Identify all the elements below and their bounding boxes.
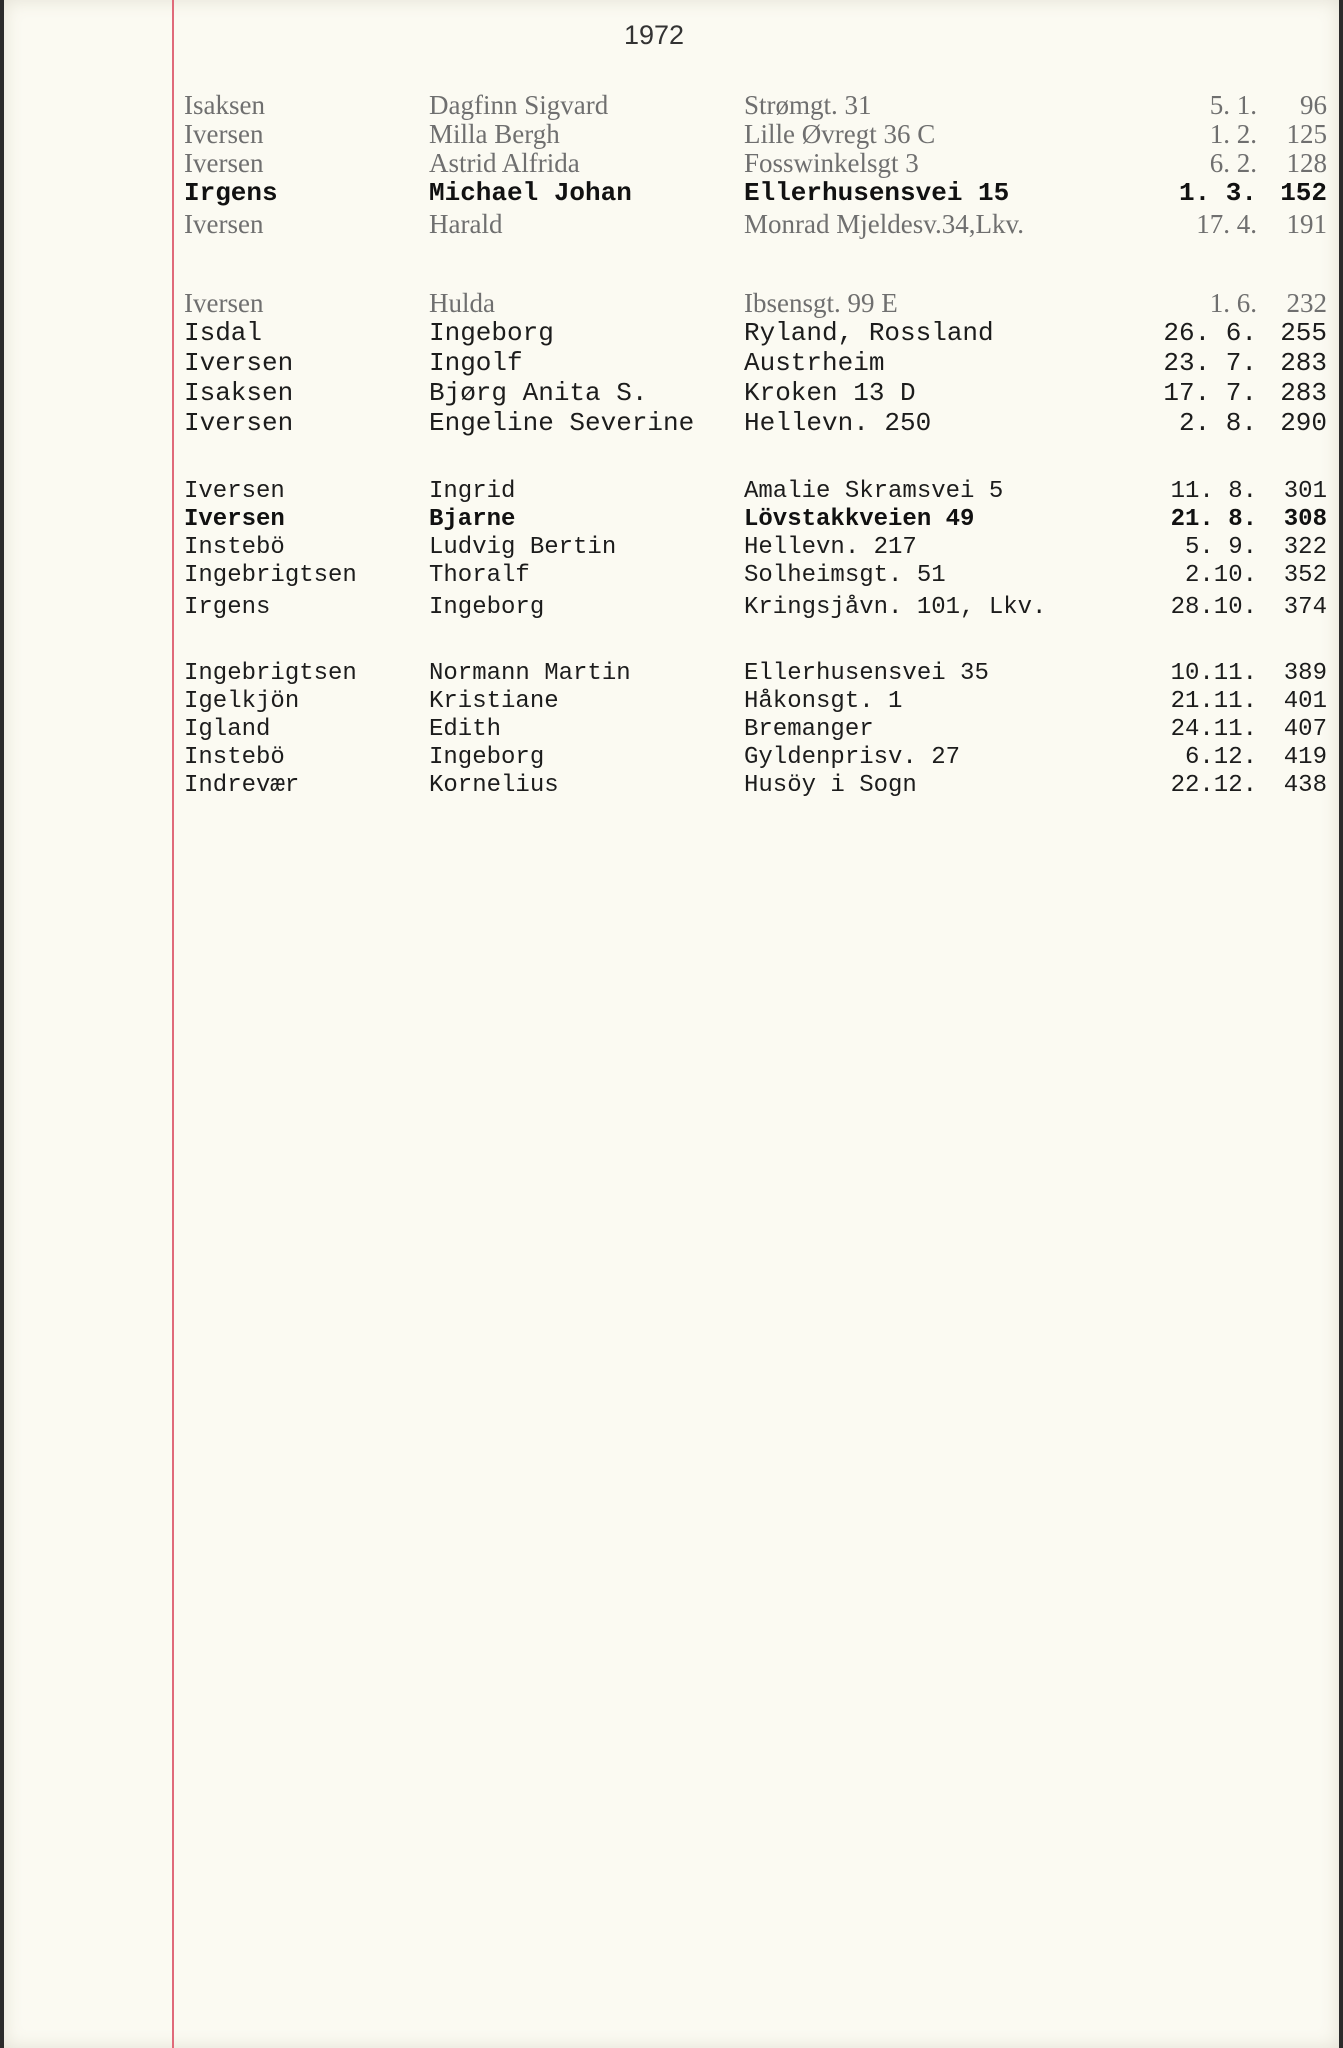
entry-date: 22.12. <box>1170 772 1257 799</box>
entry-surname: Isaksen <box>184 378 294 408</box>
entry-given: Dagfinn Sigvard <box>429 90 609 120</box>
entry-given: Hulda <box>429 288 495 318</box>
entry-given: Milla Bergh <box>429 119 560 149</box>
entry-no: 407 <box>1283 716 1327 743</box>
entry-surname: Igland <box>184 716 271 743</box>
entry-no: 128 <box>1286 148 1327 178</box>
entry-address: Monrad Mjeldesv.34,Lkv. <box>744 209 1024 239</box>
entry-no: 301 <box>1283 478 1327 505</box>
entry-given: Ingeborg <box>429 744 545 771</box>
entry-date: 26. 6. <box>1163 318 1257 348</box>
entry-no: 283 <box>1280 378 1327 408</box>
entry-surname: Ingebrigtsen <box>184 562 357 589</box>
entry-given: Bjarne <box>429 506 516 533</box>
entry-date: 6.12. <box>1184 744 1257 771</box>
entry-surname: Isaksen <box>184 90 265 120</box>
entry-date: 17. 4. <box>1196 209 1257 239</box>
register-card <box>4 0 1339 2048</box>
entry-surname: Iversen <box>184 288 264 318</box>
entry-date: 21.11. <box>1170 688 1257 715</box>
entry-date: 24.11. <box>1170 716 1257 743</box>
entry-surname: Iversen <box>184 478 285 505</box>
entry-address: Gyldenprisv. 27 <box>744 744 961 771</box>
entry-date: 2. 8. <box>1178 408 1257 438</box>
entry-given: Normann Martin <box>429 660 631 687</box>
entry-date: 2.10. <box>1184 562 1257 589</box>
entry-no: 283 <box>1280 348 1327 378</box>
entry-surname: Isdal <box>184 318 263 348</box>
entry-surname: Irgens <box>184 178 278 208</box>
entry-surname: Iversen <box>184 506 285 533</box>
entry-surname: Ingebrigtsen <box>184 660 357 687</box>
register-row <box>4 119 1343 151</box>
entry-date: 21. 8. <box>1170 506 1257 533</box>
entry-given: Ingolf <box>429 348 523 378</box>
entry-given: Astrid Alfrida <box>429 148 580 178</box>
entry-given: Kornelius <box>429 772 559 799</box>
entry-address: Kringsjåvn. 101, Lkv. <box>744 594 1047 621</box>
register-row <box>4 288 1343 320</box>
entry-address: Bremanger <box>744 716 874 743</box>
entry-no: 96 <box>1300 90 1327 120</box>
entry-address: Solheimsgt. 51 <box>744 562 946 589</box>
page-year: 1972 <box>624 20 685 50</box>
entry-address: Husöy i Sogn <box>744 772 917 799</box>
register-row <box>4 148 1343 180</box>
entry-no: 308 <box>1283 506 1327 533</box>
entry-no: 255 <box>1280 318 1327 348</box>
entry-given: Michael Johan <box>429 178 632 208</box>
entry-address: Kroken 13 D <box>744 378 916 408</box>
entry-no: 232 <box>1286 288 1327 318</box>
entry-no: 352 <box>1283 562 1327 589</box>
entry-date: 5. 9. <box>1184 534 1257 561</box>
register-row <box>4 562 1343 594</box>
entry-address: Austrheim <box>744 348 885 378</box>
register-row <box>4 378 1343 410</box>
register-row <box>4 772 1343 804</box>
entry-address: Hellevn. 250 <box>744 408 932 438</box>
entry-given: Ludvig Bertin <box>429 534 617 561</box>
entry-given: Ingeborg <box>429 318 554 348</box>
entry-surname: Instebö <box>184 534 285 561</box>
entry-surname: Indrevær <box>184 772 300 799</box>
entry-address: Lövstakkveien 49 <box>744 506 975 533</box>
entry-no: 438 <box>1283 772 1327 799</box>
entry-no: 125 <box>1286 119 1327 149</box>
register-row <box>4 209 1343 241</box>
entry-address: Ryland, Rossland <box>744 318 994 348</box>
entry-no: 152 <box>1280 178 1327 208</box>
register-row <box>4 348 1343 380</box>
entry-date: 5. 1. <box>1209 90 1257 120</box>
entry-no: 322 <box>1283 534 1327 561</box>
entry-no: 401 <box>1283 688 1327 715</box>
register-row <box>4 318 1343 350</box>
register-row <box>4 408 1343 440</box>
register-row <box>4 90 1343 122</box>
entry-no: 290 <box>1280 408 1327 438</box>
entry-date: 28.10. <box>1170 594 1257 621</box>
entry-given: Bjørg Anita S. <box>429 378 648 408</box>
entry-address: Ellerhusensvei 35 <box>744 660 989 687</box>
entry-no: 374 <box>1283 594 1327 621</box>
entry-date: 11. 8. <box>1170 478 1257 505</box>
entry-date: 23. 7. <box>1163 348 1257 378</box>
entry-date: 1. 2. <box>1209 119 1257 149</box>
entry-date: 10.11. <box>1170 660 1257 687</box>
entry-address: Ellerhusensvei 15 <box>744 178 1010 208</box>
entry-given: Ingeborg <box>429 594 545 621</box>
entry-date: 1. 3. <box>1178 178 1257 208</box>
entry-no: 389 <box>1283 660 1327 687</box>
entry-address: Håkonsgt. 1 <box>744 688 903 715</box>
entry-given: Edith <box>429 716 502 743</box>
entry-surname: Irgens <box>184 594 271 621</box>
register-row <box>4 594 1343 626</box>
entry-no: 419 <box>1283 744 1327 771</box>
entry-address: Fosswinkelsgt 3 <box>744 148 919 178</box>
entry-surname: Iversen <box>184 209 264 239</box>
register-row <box>4 178 1343 210</box>
entry-surname: Igelkjön <box>184 688 300 715</box>
entry-given: Ingrid <box>429 478 516 505</box>
entry-address: Hellevn. 217 <box>744 534 917 561</box>
entry-given: Kristiane <box>429 688 559 715</box>
entry-date: 1. 6. <box>1209 288 1257 318</box>
entry-surname: Iversen <box>184 148 264 178</box>
entry-address: Amalie Skramsvei 5 <box>744 478 1004 505</box>
entry-date: 6. 2. <box>1209 148 1257 178</box>
entry-given: Engeline Severine <box>429 408 695 438</box>
entry-surname: Iversen <box>184 408 294 438</box>
entry-date: 17. 7. <box>1163 378 1257 408</box>
entry-no: 191 <box>1286 209 1327 239</box>
entry-surname: Iversen <box>184 119 264 149</box>
entry-surname: Instebö <box>184 744 285 771</box>
entry-given: Harald <box>429 209 503 239</box>
entry-given: Thoralf <box>429 562 530 589</box>
entry-address: Strømgt. 31 <box>744 90 872 120</box>
entry-address: Lille Øvregt 36 C <box>744 119 936 149</box>
entry-address: Ibsensgt. 99 E <box>744 288 898 318</box>
entry-surname: Iversen <box>184 348 294 378</box>
